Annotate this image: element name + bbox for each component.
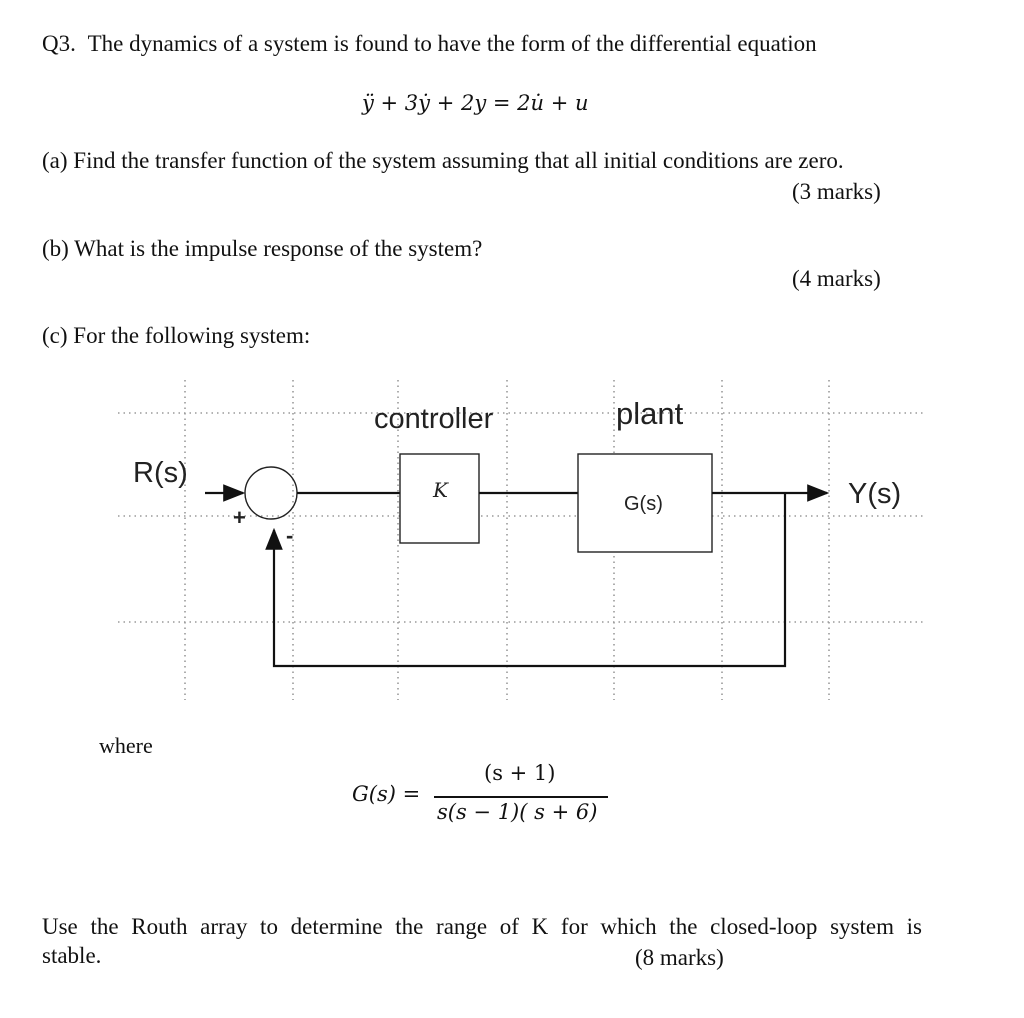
part-c-text: (c) For the following system: xyxy=(42,323,311,348)
task-line-1: Use the Routh array to determine the range of K for which the closed-loop system is xyxy=(42,914,922,939)
task-line-2: stable. xyxy=(42,943,102,968)
controller-label: controller xyxy=(374,403,494,435)
part-a-text: (a) Find the transfer function of the system assuming that all initial conditions are zero. xyxy=(42,148,844,173)
minus-sign: - xyxy=(286,523,294,548)
plant-label: plant xyxy=(616,396,684,431)
input-label: R(s) xyxy=(133,457,188,489)
where-label: where xyxy=(99,733,153,758)
question-label: Q3. xyxy=(42,31,76,56)
differential-equation: ÿ + 3ẏ + 2y = 2u̇ + u xyxy=(362,91,589,115)
output-label: Y(s) xyxy=(848,478,902,510)
part-c-marks: (8 marks) xyxy=(635,945,724,970)
dotted-grid xyxy=(118,380,925,700)
summing-junction xyxy=(245,467,297,519)
plus-sign: + xyxy=(233,505,246,530)
gs-lhs: G(s) = xyxy=(352,782,421,806)
fraction-bar xyxy=(434,796,608,798)
part-b-marks: (4 marks) xyxy=(792,266,881,291)
gs-denominator: s(s − 1)( s + 6) xyxy=(437,800,598,824)
controller-gain: K xyxy=(433,478,448,502)
gs-numerator: (s + 1) xyxy=(484,761,556,785)
question-text: The dynamics of a system is found to have the form of the differential equation xyxy=(87,31,817,56)
part-b-text: (b) What is the impulse response of the system? xyxy=(42,236,483,261)
plant-transfer-function: G(s) xyxy=(624,493,663,515)
part-a-marks: (3 marks) xyxy=(792,179,881,204)
